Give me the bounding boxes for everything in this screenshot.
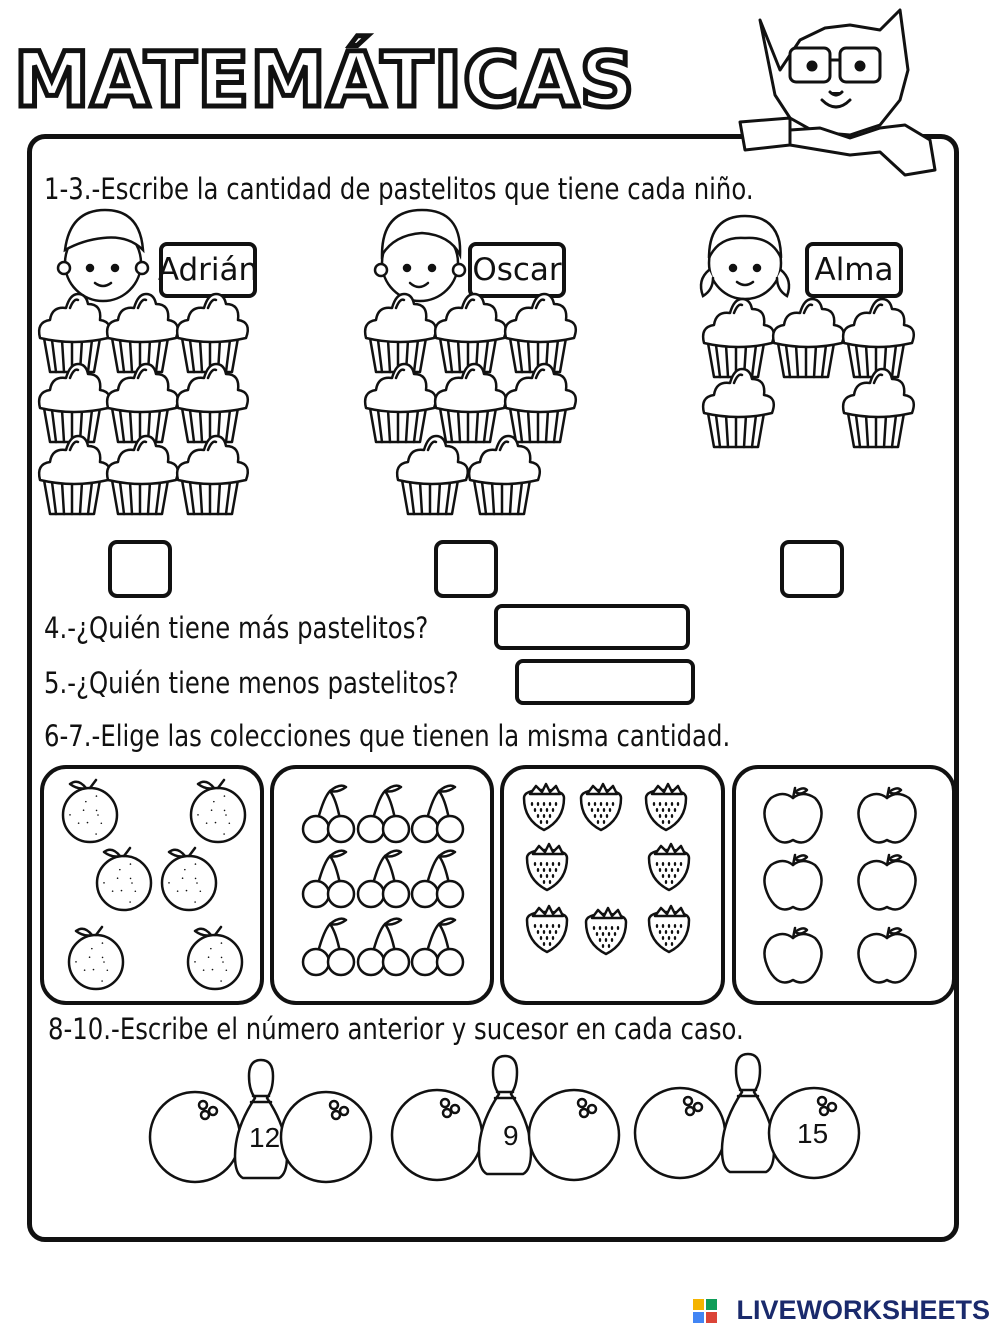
bowling-ball-icon bbox=[529, 1090, 619, 1180]
page-title: MATEMÁTICAS bbox=[14, 35, 636, 124]
sequence-given-2: 9 bbox=[503, 1120, 519, 1151]
name-box-adrian: Adrián bbox=[159, 242, 257, 298]
bowling-ball-icon bbox=[150, 1092, 240, 1182]
bowling-ball-icon bbox=[392, 1090, 482, 1180]
bowling-ball-icon bbox=[281, 1092, 371, 1182]
bowling-ball-icon bbox=[635, 1088, 725, 1178]
bowling-pin-icon bbox=[235, 1060, 287, 1178]
bowling-pin-icon bbox=[722, 1054, 774, 1172]
question-6-7: 6-7.-Elige las colecciones que tienen la misma cantidad. bbox=[44, 719, 731, 753]
liveworksheets-logo-icon bbox=[693, 1299, 717, 1323]
name-box-oscar: Oscar bbox=[468, 242, 566, 298]
name-box-alma: Alma bbox=[805, 242, 903, 298]
question-8-10: 8-10.-Escribe el número anterior y sucesor en cada caso. bbox=[48, 1012, 744, 1046]
bowling-pin-icon bbox=[479, 1056, 531, 1174]
question-1-3: 1-3.-Escribe la cantidad de pastelitos que tiene cada niño. bbox=[44, 172, 754, 206]
sequence-given-3: 15 bbox=[797, 1118, 829, 1149]
question-4: 4.-¿Quién tiene más pastelitos? bbox=[44, 611, 429, 645]
question-5: 5.-¿Quién tiene menos pastelitos? bbox=[44, 666, 459, 700]
watermark: LIVEWORKSHEETS bbox=[736, 1295, 990, 1325]
sequence-given-1: 12 bbox=[249, 1122, 281, 1153]
